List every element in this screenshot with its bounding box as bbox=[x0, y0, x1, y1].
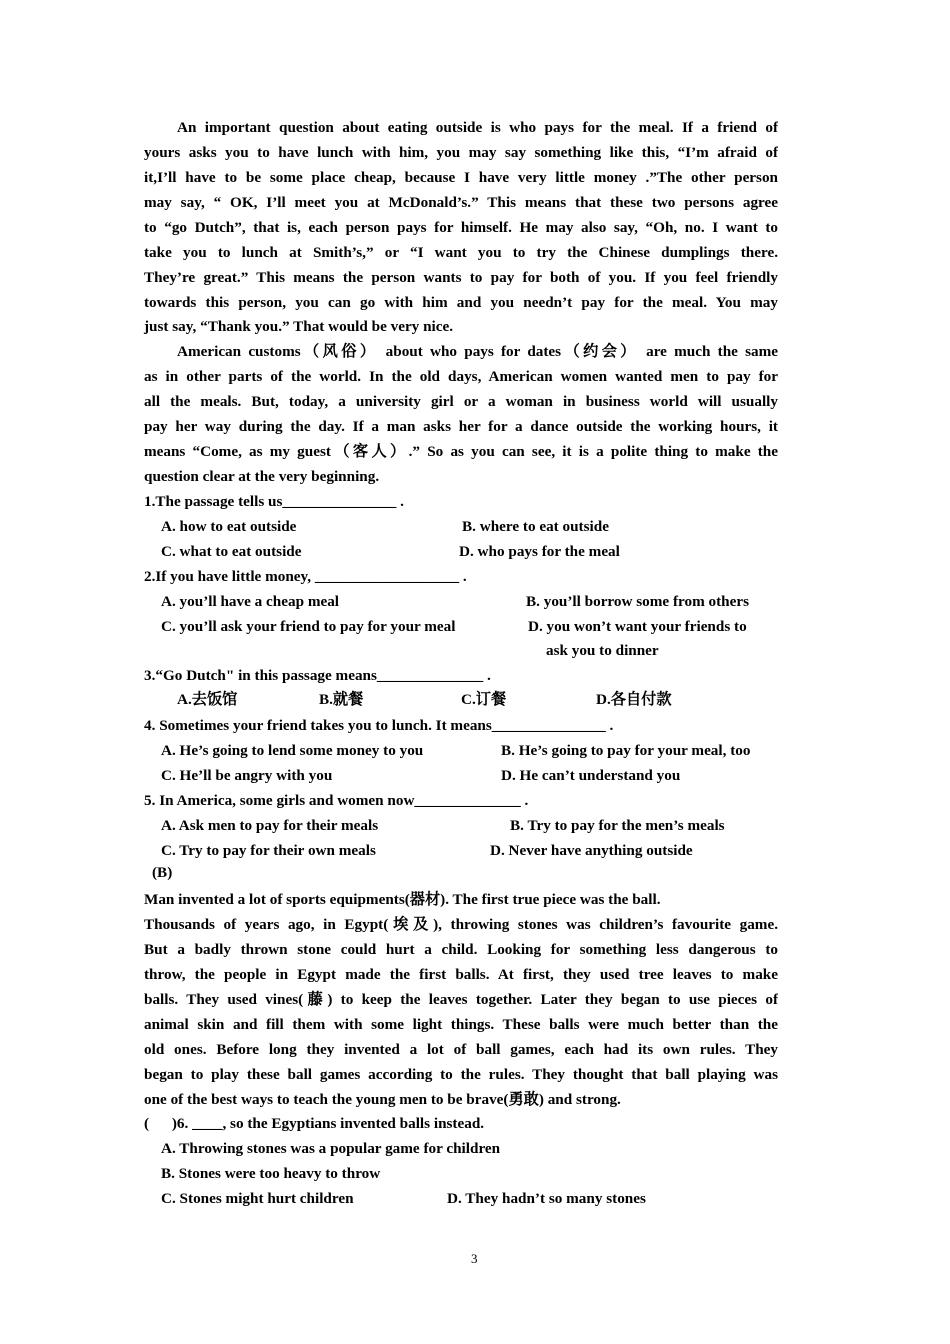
passage-line: yours asks you to have lunch with him, you may say something like this, “I’m afraid of bbox=[144, 144, 778, 161]
option-a: A. He’s going to lend some money to you bbox=[161, 742, 424, 759]
option-d: D. you won’t want your friends to bbox=[528, 618, 747, 635]
question-stem: 1.The passage tells us_______________ . bbox=[144, 493, 404, 510]
option-d: D. Never have anything outside bbox=[490, 842, 693, 859]
option-a: A.去饭馆 bbox=[177, 691, 238, 708]
option-b: B.就餐 bbox=[319, 691, 364, 708]
option-d: D. who pays for the meal bbox=[459, 543, 620, 560]
passage-line: animal skin and fill them with some light things. These balls were much better than the bbox=[144, 1016, 778, 1033]
passage-line: began to play these ball games according to the rules. They thought that ball playing was bbox=[144, 1066, 778, 1083]
passage-line: old ones. Before long they invented a lot of ball games, each had its own rules. They bbox=[144, 1041, 778, 1058]
passage-line: pay her way during the day. If a man asks her for a dance outside the working hours, it bbox=[144, 418, 778, 435]
option-d: D.各自付款 bbox=[596, 691, 672, 708]
question-stem: ( )6. ____, so the Egyptians invented balls instead. bbox=[144, 1115, 485, 1132]
passage-line: question clear at the very beginning. bbox=[144, 468, 380, 485]
question-stem: 2.If you have little money, ___________________ . bbox=[144, 568, 467, 585]
option-b: B. where to eat outside bbox=[462, 518, 609, 535]
option-d: D. He can’t understand you bbox=[501, 767, 681, 784]
passage-line: one of the best ways to teach the young men to be brave(勇敢) and strong. bbox=[144, 1091, 621, 1108]
option-c: C. Try to pay for their own meals bbox=[161, 842, 376, 859]
passage-line: all the meals. But, today, a university girl or a woman in business world will usually bbox=[144, 393, 778, 410]
option-c: C. He’ll be angry with you bbox=[161, 767, 333, 784]
option-c: C. Stones might hurt children bbox=[161, 1190, 354, 1207]
passage-line: balls. They used vines(藤) to keep the leaves together. Later they began to use pieces of bbox=[144, 991, 778, 1008]
passage-line: towards this person, you can go with him and you needn’t pay for the meal. You may bbox=[144, 294, 778, 311]
passage-line: just say, “Thank you.” That would be very nice. bbox=[144, 318, 454, 335]
option-c: C. what to eat outside bbox=[161, 543, 302, 560]
section-label: (B) bbox=[152, 864, 173, 881]
passage-line: American customs（风俗） about who pays for dates（约会） are much the same bbox=[177, 343, 778, 360]
option-a: A. Throwing stones was a popular game for children bbox=[161, 1140, 501, 1157]
option-b: B. Stones were too heavy to throw bbox=[161, 1165, 381, 1182]
option-b: B. He’s going to pay for your meal, too bbox=[501, 742, 751, 759]
passage-line: take you to lunch at Smith’s,” or “I want you to try the Chinese dumplings there. bbox=[144, 244, 778, 261]
option-a: A. you’ll have a cheap meal bbox=[161, 593, 340, 610]
option-d-continued: ask you to dinner bbox=[546, 642, 659, 659]
question-stem: 5. In America, some girls and women now______________ . bbox=[144, 792, 529, 809]
passage-line: Thousands of years ago, in Egypt(埃及), throwing stones was children’s favourite game. bbox=[144, 916, 778, 933]
option-a: A. Ask men to pay for their meals bbox=[161, 817, 379, 834]
passage-line: Man invented a lot of sports equipments(器材). The first true piece was the ball. bbox=[144, 891, 661, 908]
page-number: 3 bbox=[471, 1251, 478, 1266]
passage-line: as in other parts of the world. In the old days, American women wanted men to pay for bbox=[144, 368, 778, 385]
option-a: A. how to eat outside bbox=[161, 518, 297, 535]
passage-line: An important question about eating outside is who pays for the meal. If a friend of bbox=[177, 119, 778, 136]
option-d: D. They hadn’t so many stones bbox=[447, 1190, 646, 1207]
passage-line: means “Come, as my guest（客人）.” So as you can see, it is a polite thing to make the bbox=[144, 443, 778, 460]
option-b: B. you’ll borrow some from others bbox=[526, 593, 750, 610]
passage-line: But a badly thrown stone could hurt a child. Looking for something less dangerous to bbox=[144, 941, 778, 958]
option-b: B. Try to pay for the men’s meals bbox=[510, 817, 725, 834]
passage-line: throw, the people in Egypt made the first balls. At first, they used tree leaves to make bbox=[144, 966, 778, 983]
option-c: C.订餐 bbox=[461, 691, 507, 708]
passage-line: They’re great.” This means the person wants to pay for both of you. If you feel friendly bbox=[144, 269, 778, 286]
option-c: C. you’ll ask your friend to pay for your meal bbox=[161, 618, 456, 635]
passage-line: to “go Dutch”, that is, each person pays for himself. He may also say, “Oh, no. I want to bbox=[144, 219, 778, 236]
passage-line: it,I’ll have to be some place cheap, because I have very little money .”The other person bbox=[144, 169, 778, 186]
question-stem: 4. Sometimes your friend takes you to lunch. It means_______________ . bbox=[144, 717, 614, 734]
question-stem: 3.“Go Dutch" in this passage means______________ . bbox=[144, 667, 491, 684]
passage-line: may say, “ OK, I’ll meet you at McDonald’s.” This means that these two persons agree bbox=[144, 194, 778, 211]
